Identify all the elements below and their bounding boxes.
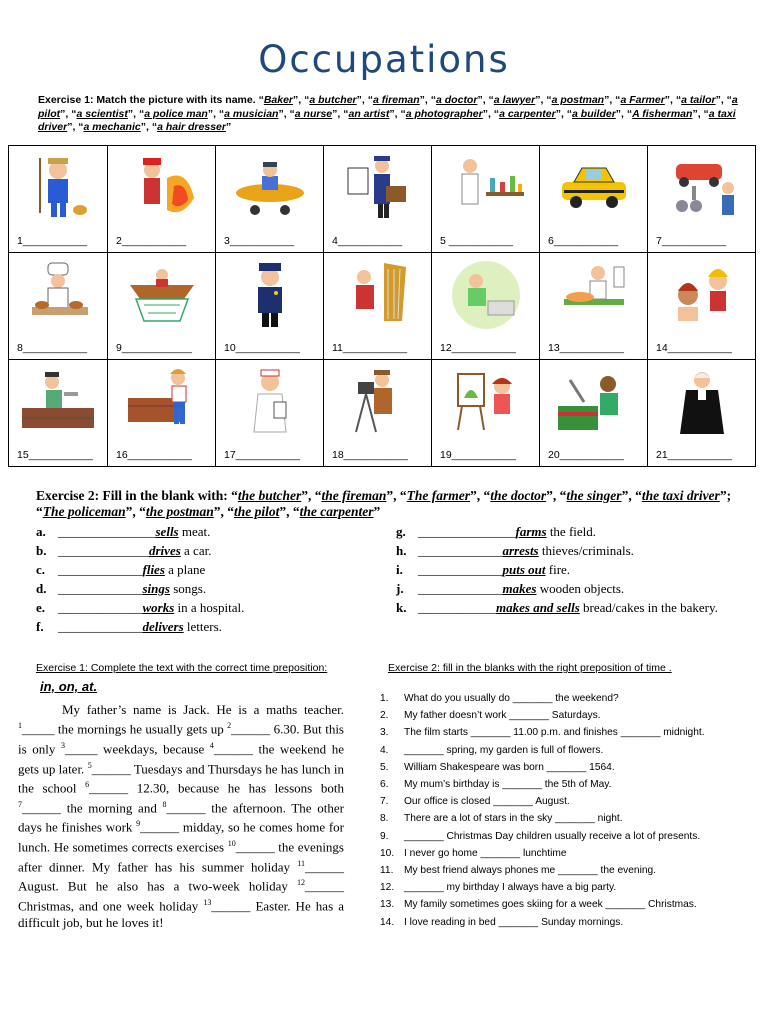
item-text: _______ Christmas Day children usually receive a lot of presents. <box>404 830 701 842</box>
picture-cell <box>540 253 648 332</box>
word-option: a butcher <box>309 94 357 106</box>
list-item <box>380 690 765 707</box>
list-item <box>380 724 765 741</box>
label-cell <box>432 224 540 253</box>
item-number: 14. <box>380 916 395 928</box>
picture-cell <box>108 253 216 332</box>
story-fragment: ______ the afternoon. The other days he finishes work <box>18 800 344 835</box>
tailor-icon <box>432 253 539 331</box>
rest-text: songs. <box>169 581 207 596</box>
answer-blank[interactable]: 1___________ <box>17 235 88 247</box>
word-option: a scientist <box>76 107 128 120</box>
answer-blank[interactable]: 18___________ <box>332 449 408 461</box>
word-option: the carpenter <box>299 504 374 519</box>
item-letter: j. <box>396 581 404 596</box>
picture-cell <box>648 360 756 439</box>
item-number: 8. <box>380 813 389 825</box>
label-cell <box>324 224 432 253</box>
picture-cell <box>108 360 216 439</box>
list-item <box>380 896 765 913</box>
story-fragment: ______ Easter. He has a difficult job, but he loves it! <box>18 898 344 930</box>
mechanic-icon <box>648 146 755 224</box>
word-option: a doctor <box>436 94 478 106</box>
answer-blank[interactable]: _____________ <box>58 581 143 596</box>
list-item <box>380 810 765 827</box>
musician-icon <box>324 253 431 331</box>
list-item <box>380 828 765 845</box>
answer-blank[interactable]: _____________ <box>418 581 503 596</box>
label-row <box>9 331 756 360</box>
picture-cell <box>216 146 324 225</box>
item-letter: e. <box>36 600 46 615</box>
fill-item <box>36 598 244 617</box>
picture-cell <box>432 253 540 332</box>
label-cell <box>648 438 756 467</box>
item-number: 7. <box>380 796 389 808</box>
word-option: A fisherman <box>632 107 693 120</box>
answer-blank[interactable]: 13___________ <box>548 342 624 354</box>
item-number: 6. <box>380 779 389 791</box>
answer-blank[interactable]: 8___________ <box>17 342 88 354</box>
item-text: William Shakespeare was born _______ 1564. <box>404 761 615 773</box>
item-number: 13. <box>380 899 395 911</box>
item-text: _______ my birthday I always have a big party. <box>404 882 617 894</box>
answer-blank[interactable]: _______________ <box>418 524 516 539</box>
fill-item <box>396 579 718 598</box>
pilot-icon <box>216 146 323 224</box>
picture-cell <box>432 146 540 225</box>
item-letter: c. <box>36 562 46 577</box>
blank-number: 3 <box>60 740 65 750</box>
story-fragment: ______ the morning and <box>22 800 163 816</box>
word-option: the pilot <box>234 504 280 519</box>
artist-icon <box>432 360 539 438</box>
word-option: an artist <box>348 107 390 120</box>
picture-cell <box>108 146 216 225</box>
story-text <box>18 702 344 931</box>
word-option: a tailor <box>681 94 716 106</box>
item-text: _______ spring, my garden is full of flowers. <box>404 744 604 756</box>
item-number: 11. <box>380 864 394 876</box>
answer-blank[interactable]: 20___________ <box>548 449 624 461</box>
answer-blank[interactable]: 15___________ <box>17 449 93 461</box>
item-number: 9. <box>380 830 389 842</box>
baker-icon <box>9 253 107 331</box>
picture-cell <box>540 146 648 225</box>
answer-blank[interactable]: 5 ___________ <box>440 235 513 247</box>
label-cell <box>648 224 756 253</box>
blank-number: 5 <box>87 760 92 770</box>
label-cell <box>324 438 432 467</box>
label-row <box>9 224 756 253</box>
item-number: 4. <box>380 744 389 756</box>
postman-icon <box>324 146 431 224</box>
list-item <box>380 759 765 776</box>
verb: farms <box>515 524 547 539</box>
picture-cell <box>540 360 648 439</box>
answer-blank[interactable]: 9____________ <box>116 342 192 354</box>
answer-blank[interactable]: 6___________ <box>548 235 619 247</box>
answer-blank[interactable]: _____________ <box>58 600 143 615</box>
item-text: What do you usually do _______ the weekend? <box>404 693 619 705</box>
item-text: I never go home _______ lunchtime <box>404 847 567 859</box>
fill-item <box>396 541 718 560</box>
picture-row <box>9 360 756 439</box>
fill-item <box>36 560 244 579</box>
rest-text: bread/cakes in the bakery. <box>579 600 718 615</box>
rest-text: a car. <box>180 543 212 558</box>
answer-blank[interactable]: 16___________ <box>116 449 192 461</box>
time-exercise1-heading: Exercise 1: Complete the text with the correct time preposition: <box>36 662 328 674</box>
item-letter: a. <box>36 524 46 539</box>
story-fragment: ______ 12.30, because he has lessons both <box>89 780 344 796</box>
list-item <box>380 742 765 759</box>
verb: works <box>142 600 175 615</box>
answer-blank[interactable]: ____________ <box>418 600 496 615</box>
item-text: My mum’s birthday is _______ the 5th of May. <box>404 779 612 791</box>
picture-cell <box>324 360 432 439</box>
word-option: a carpenter <box>499 107 556 120</box>
item-number: 3. <box>380 727 389 739</box>
word-option: The farmer <box>406 488 471 503</box>
item-number: 10. <box>380 847 395 859</box>
exercise2-left-list <box>36 522 244 636</box>
list-item <box>380 707 765 724</box>
label-cell <box>648 331 756 360</box>
item-text: The film starts _______ 11.00 p.m. and finishes _______ midnight. <box>404 727 705 739</box>
builder-icon <box>9 360 107 438</box>
word-option: a nurse <box>294 107 333 120</box>
item-text: Our office is closed _______ August. <box>404 796 570 808</box>
word-option: a Farmer <box>620 94 665 106</box>
label-cell <box>540 331 648 360</box>
verb: makes <box>502 581 537 596</box>
picture-cell <box>9 360 108 439</box>
rest-text: meat. <box>178 524 211 539</box>
item-letter: g. <box>396 524 406 539</box>
farmer-icon <box>9 146 107 224</box>
answer-blank[interactable]: _______________ <box>58 524 156 539</box>
answer-blank[interactable]: 10___________ <box>224 342 300 354</box>
blank-number: 13 <box>203 897 212 907</box>
list-item <box>380 845 765 862</box>
policeman-icon <box>216 253 323 331</box>
time-exercise2-heading: Exercise 2: fill in the blanks with the right preposition of time . <box>388 662 672 674</box>
picture-cell <box>324 146 432 225</box>
word-option: a photographer <box>405 107 483 120</box>
exercise2-right-list <box>396 522 718 617</box>
verb: delivers <box>142 619 184 634</box>
answer-blank[interactable]: 12___________ <box>440 342 516 354</box>
label-cell <box>432 438 540 467</box>
item-letter: h. <box>396 543 407 558</box>
doctor-icon <box>540 253 647 331</box>
label-cell <box>108 438 216 467</box>
label-cell <box>108 331 216 360</box>
label-cell <box>216 438 324 467</box>
picture-cell <box>216 253 324 332</box>
story-fragment: My father’s name is Jack. He is a maths teacher. <box>62 702 344 717</box>
blank-number: 9 <box>136 819 141 829</box>
story-fragment: ______ midday, so he comes home for lunch. He sometimes corrects exercises <box>18 819 345 855</box>
word-option: a postman <box>551 94 605 106</box>
blank-number: 7 <box>18 799 22 809</box>
story-fragment: ______ Tuesdays and Thursdays he has lunch in the school <box>18 760 344 796</box>
picture-row <box>9 146 756 225</box>
label-cell <box>108 224 216 253</box>
item-text: My father doesn’t work _______ Saturdays. <box>404 710 601 722</box>
photographer-icon <box>324 360 431 438</box>
item-letter: d. <box>36 581 47 596</box>
time-prepositions: in, on, at. <box>40 679 98 694</box>
label-cell <box>324 331 432 360</box>
word-option: a fireman <box>372 94 420 106</box>
story-fragment: ______ Christmas, and one week holiday <box>18 878 344 914</box>
butcher-icon <box>540 360 647 438</box>
verb: flies <box>142 562 165 577</box>
word-option: a pilot <box>38 94 738 120</box>
scientist-icon <box>432 146 539 224</box>
verb: arrests <box>502 543 539 558</box>
rest-text: fire. <box>545 562 571 577</box>
item-number: 2. <box>380 710 389 722</box>
picture-cell <box>648 253 756 332</box>
verb: sings <box>142 581 170 596</box>
answer-blank[interactable]: _____________ <box>58 619 143 634</box>
word-option: a hair dresser <box>157 121 226 133</box>
blank-number: 10 <box>227 839 236 849</box>
verb: drives <box>149 543 181 558</box>
blank-number: 12 <box>297 878 305 888</box>
list-item <box>380 879 765 896</box>
label-cell <box>216 224 324 253</box>
label-cell <box>9 438 108 467</box>
picture-cell <box>216 360 324 439</box>
fill-item <box>36 579 244 598</box>
exercise2-label: Exercise 2: Fill in the blank with: <box>36 488 232 503</box>
word-option: the fireman <box>321 488 387 503</box>
word-option: the postman <box>145 504 214 519</box>
fill-item <box>396 560 718 579</box>
word-option: a musician <box>224 107 279 120</box>
word-option: a police man <box>144 107 208 120</box>
item-text: My family sometimes goes skiing for a week _______ Christmas. <box>404 899 697 911</box>
answer-blank[interactable]: 2___________ <box>116 235 187 247</box>
story-fragment: _____ weekdays, because <box>64 741 210 757</box>
picture-row <box>9 253 756 332</box>
blank-number: 2 <box>227 721 232 731</box>
answer-blank[interactable]: 11___________ <box>332 342 408 354</box>
story-fragment: ______ the weekend he gets up later. <box>18 741 344 776</box>
item-number: 12. <box>380 882 395 894</box>
answer-blank[interactable]: _____________ <box>418 562 503 577</box>
answer-blank[interactable]: _____________ <box>58 562 143 577</box>
word-option: a taxi driver <box>38 107 736 133</box>
lawyer-icon <box>648 360 755 438</box>
blank-number: 4 <box>209 740 214 750</box>
fill-item <box>396 598 718 617</box>
nurse-icon <box>216 360 323 438</box>
exercise1-instructions: Exercise 1: Match the picture with its name. “Baker”, “a butcher”, “a fireman”, “a doctor”, “a lawyer”, “a postman”, “a Farmer”, “a tailor”, “a pilot”, “a scientist”, “a police man”, “a musician”, “a nurse”, “an artist”, “a photographer”, “a carpenter”, “a builder”, “A fisherman”, “a taxi driver”, “a mechanic”, “a hair dresser” <box>38 94 738 133</box>
label-cell <box>540 224 648 253</box>
fireman-icon <box>108 146 215 224</box>
picture-cell <box>432 360 540 439</box>
rest-text: thieves/criminals. <box>538 543 634 558</box>
answer-blank[interactable]: 7___________ <box>656 235 727 247</box>
answer-blank[interactable]: 17___________ <box>224 449 300 461</box>
item-letter: b. <box>36 543 47 558</box>
verb: sells <box>155 524 179 539</box>
item-text: There are a lot of stars in the sky _______ night. <box>404 813 623 825</box>
fisherman-icon <box>108 253 215 331</box>
word-option: the singer <box>566 488 622 503</box>
picture-cell <box>9 146 108 225</box>
item-number: 5. <box>380 761 389 773</box>
item-letter: i. <box>396 562 403 577</box>
word-option: Baker <box>263 94 294 106</box>
item-number: 1. <box>380 693 389 705</box>
blank-number: 11 <box>297 858 305 868</box>
label-cell <box>432 331 540 360</box>
answer-blank[interactable]: 4___________ <box>332 235 403 247</box>
exercise2-instructions: Exercise 2: Fill in the blank with: “the butcher”, “the fireman”, “The farmer”, “the doctor”, “the singer”, “the taxi driver”; “The policeman”, “the postman”, “the pilot”, “the carpenter” <box>36 488 732 519</box>
story-fragment: ______ August. But he also has a two-week holiday <box>18 859 344 894</box>
picture-cell <box>648 146 756 225</box>
answer-blank[interactable]: 14___________ <box>656 342 732 354</box>
fill-item <box>36 522 244 541</box>
list-item <box>380 913 765 930</box>
time-exercise2-list <box>380 690 765 931</box>
item-text: My best friend always phones me _______ the evening. <box>404 864 657 876</box>
picture-grid <box>8 145 756 467</box>
item-letter: k. <box>396 600 407 615</box>
label-cell <box>9 331 108 360</box>
word-option: the butcher <box>237 488 302 503</box>
story-fragment: _____ the mornings he usually gets up <box>22 721 228 737</box>
picture-cell <box>324 253 432 332</box>
answer-blank[interactable]: 19___________ <box>440 449 516 461</box>
carpenter-icon <box>108 360 215 438</box>
list-item <box>380 862 765 879</box>
label-cell <box>216 331 324 360</box>
exercise1-label: Exercise 1: Match the picture with its name. “ <box>38 94 264 106</box>
label-row <box>9 438 756 467</box>
fill-item <box>36 541 244 560</box>
answer-blank[interactable]: 21___________ <box>656 449 732 461</box>
rest-text: letters. <box>183 619 222 634</box>
story-fragment: ______ 6.30. But this is only <box>18 721 344 757</box>
blank-number: 8 <box>162 799 167 809</box>
word-option: a mechanic <box>83 121 141 133</box>
word-option: a builder <box>572 107 616 120</box>
hairdresser-icon <box>648 253 755 331</box>
list-item <box>380 793 765 810</box>
rest-text: wooden objects. <box>536 581 625 596</box>
page-title: Occupations <box>258 38 510 81</box>
word-option: the doctor <box>490 488 547 503</box>
label-cell <box>540 438 648 467</box>
story-fragment: ______ the evenings after dinner. My father has his summer holiday <box>18 839 344 874</box>
fill-item <box>36 617 244 636</box>
taxi-icon <box>540 146 647 224</box>
fill-item <box>396 522 718 541</box>
label-cell <box>9 224 108 253</box>
rest-text: in a hospital. <box>174 600 245 615</box>
word-option: The policeman <box>42 504 126 519</box>
answer-blank[interactable]: _____________ <box>418 543 503 558</box>
verb: makes and sells <box>496 600 580 615</box>
word-option: a lawyer <box>493 94 536 106</box>
verb: puts out <box>502 562 546 577</box>
item-letter: f. <box>36 619 44 634</box>
word-option: the taxi driver <box>641 488 720 503</box>
picture-cell <box>9 253 108 332</box>
item-text: I love reading in bed _______ Sunday mornings. <box>404 916 624 928</box>
answer-blank[interactable]: 3___________ <box>224 235 295 247</box>
rest-text: a plane <box>164 562 206 577</box>
rest-text: the field. <box>546 524 597 539</box>
blank-number: 6 <box>85 780 90 790</box>
list-item <box>380 776 765 793</box>
blank-number: 1 <box>18 721 22 731</box>
answer-blank[interactable]: ______________ <box>58 543 149 558</box>
